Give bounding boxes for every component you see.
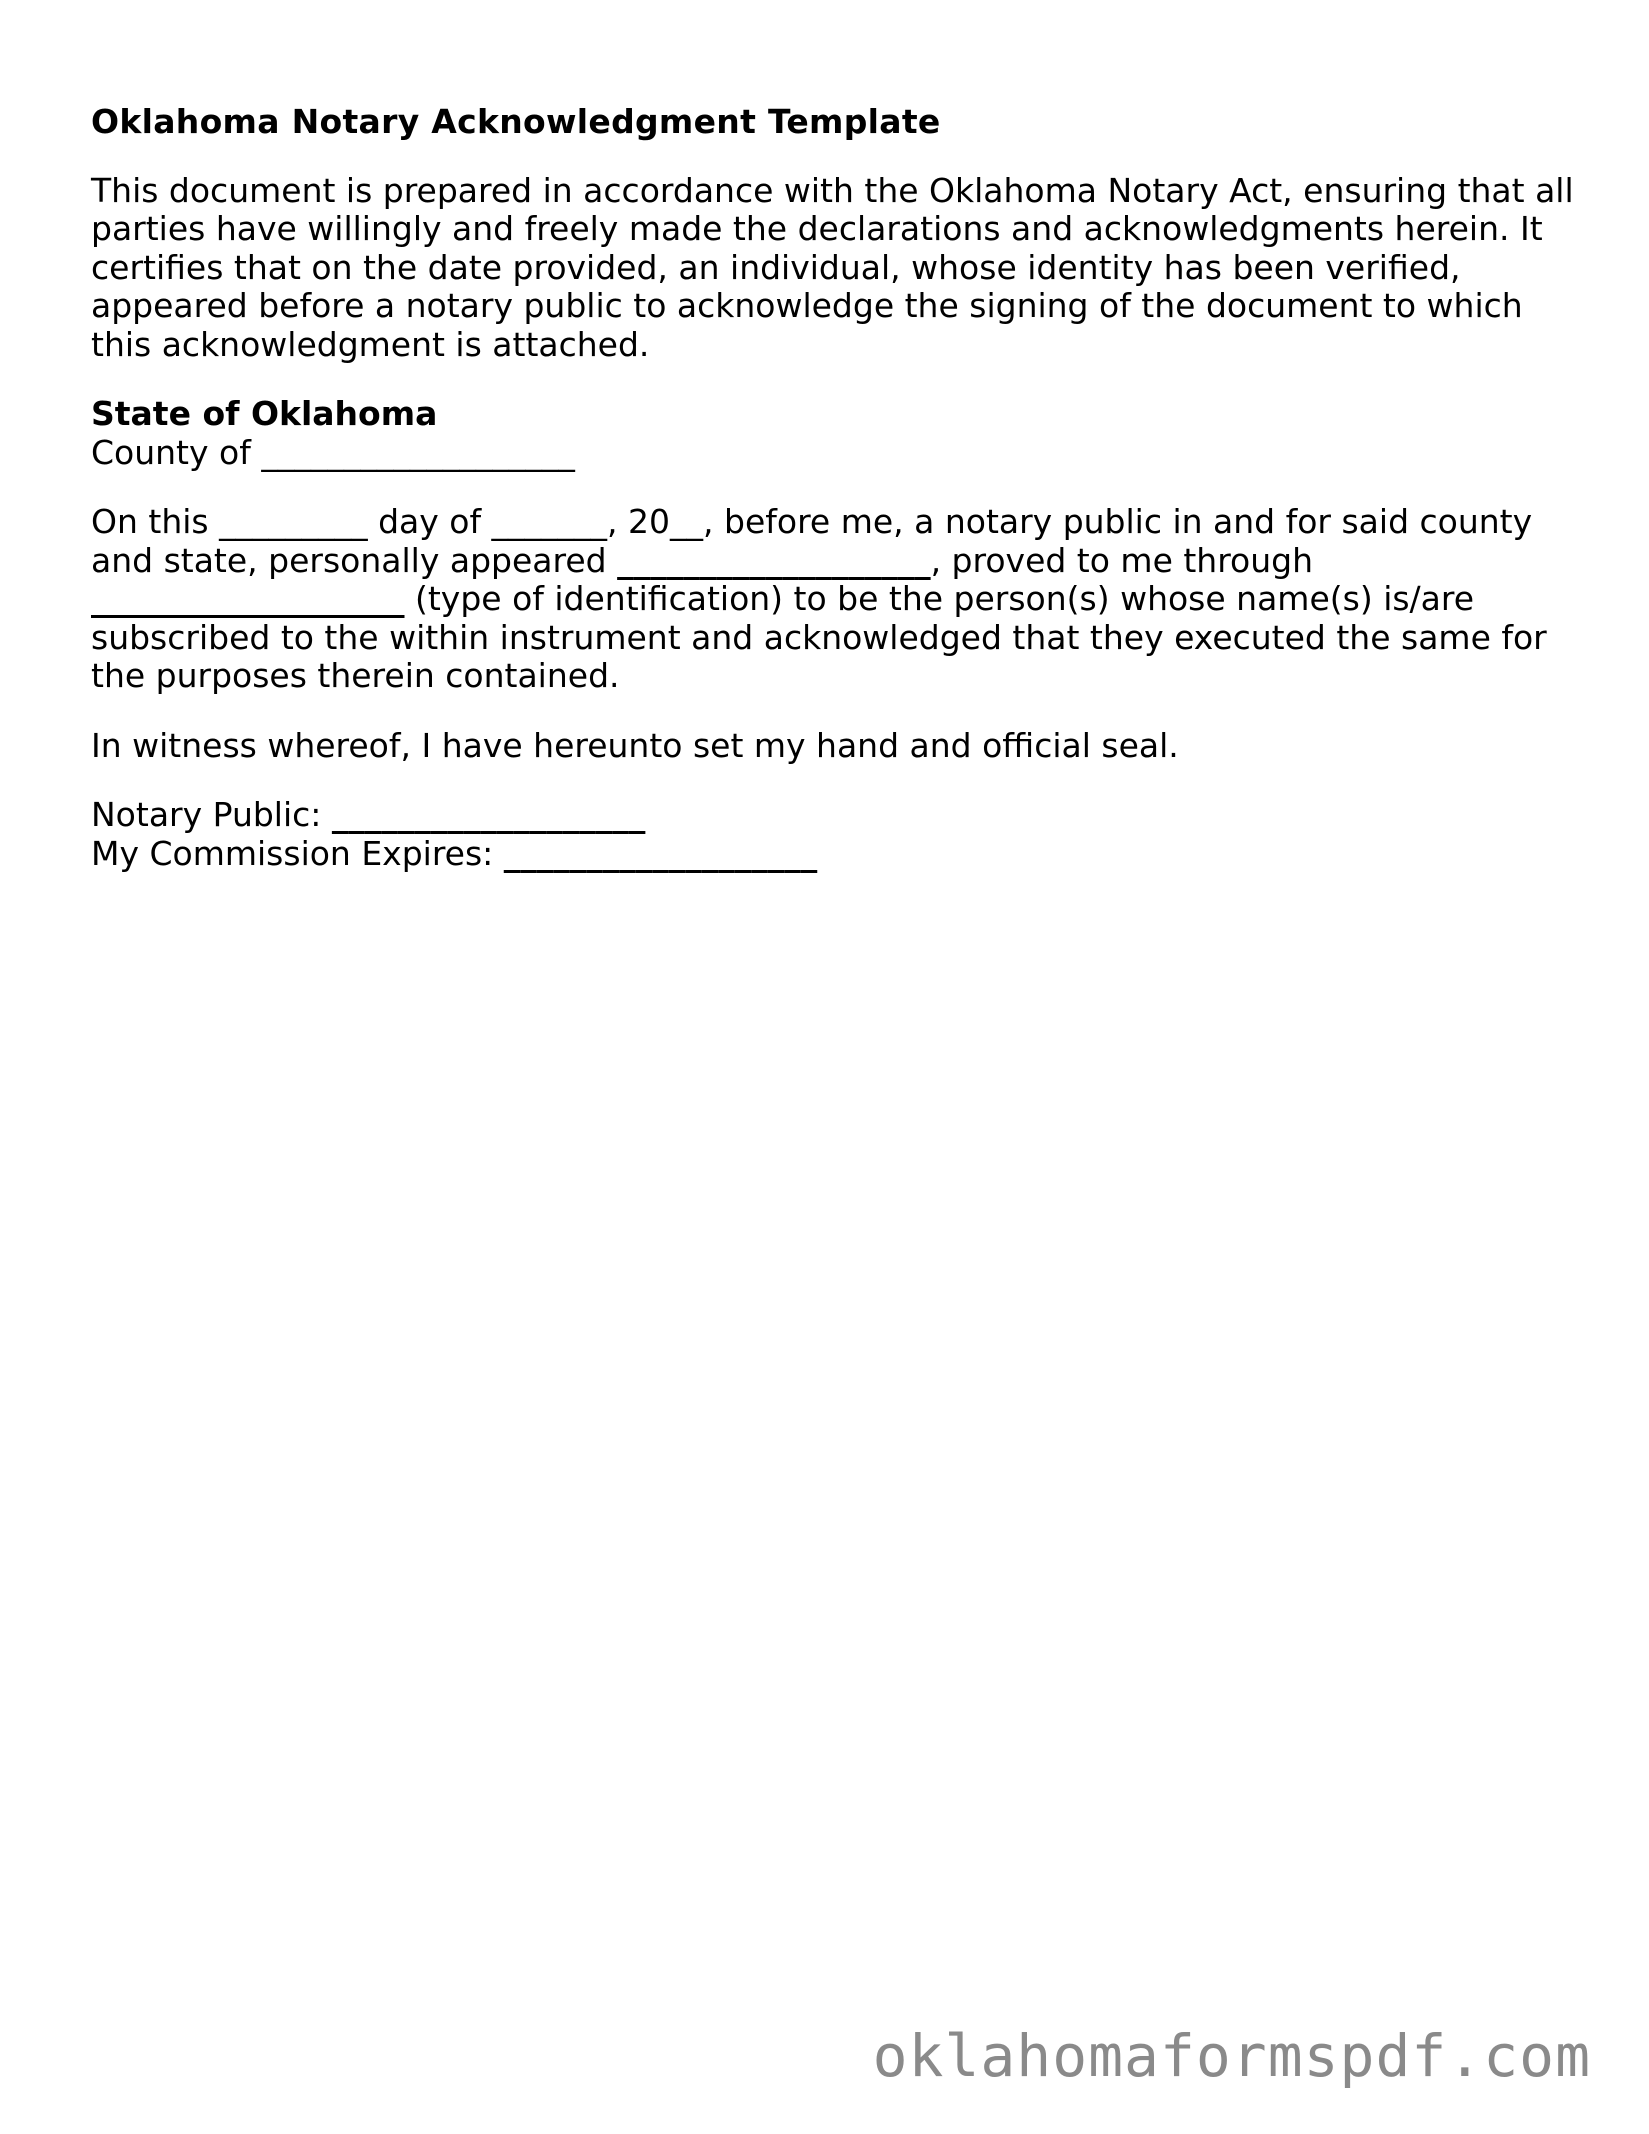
witness-statement: In witness whereof, I have hereunto set my hand and official seal.: [91, 725, 1179, 765]
acknowledgment-text-1: On this _________ day of _______, 20__, before me, a notary public in and for said county and state, personally appeared: [91, 502, 1533, 580]
document-page: [91, 103, 1581, 904]
document-title: Oklahoma Notary Acknowledgment Template: [91, 102, 941, 141]
identification-blank: ___________________: [91, 579, 405, 618]
commission-expires-label: My Commission Expires:: [91, 833, 504, 873]
county-blank: ___________________: [261, 432, 575, 472]
county-label: County of: [91, 432, 262, 472]
notary-public-line: [91, 796, 1581, 835]
commission-expires-blank: ___________________: [503, 833, 818, 873]
acknowledgment-paragraph: [91, 503, 1581, 696]
acknowledgment-text-3: (type of identification) to be the person(s) whose name(s) is/are subscribed to the within instrument and acknowledged that they executed the same for the purposes therein contained.: [91, 579, 1547, 695]
county-line: [91, 434, 1581, 473]
intro-paragraph: This document is prepared in accordance with the Oklahoma Notary Act, ensuring that all parties have willingly and freely made the declarations and acknowledgments herein. It certifies that on the date provided, an individual, whose identity has been verified, appeared before a notary public to acknowledge the signing of the document to which this acknowledgment is attached.: [91, 170, 1574, 364]
signature-block: [91, 796, 1581, 873]
notary-public-blank: ___________________: [331, 795, 646, 834]
appeared-name-blank: ___________________: [617, 540, 931, 580]
state-heading: State of Oklahoma: [91, 394, 438, 433]
notary-public-label: Notary Public:: [91, 795, 332, 834]
commission-expires-line: [91, 835, 1581, 874]
acknowledgment-text-2: , proved to me through: [930, 540, 1314, 580]
venue-block: [91, 395, 1581, 472]
site-watermark: oklahomaformspdf.com: [872, 2022, 1591, 2090]
